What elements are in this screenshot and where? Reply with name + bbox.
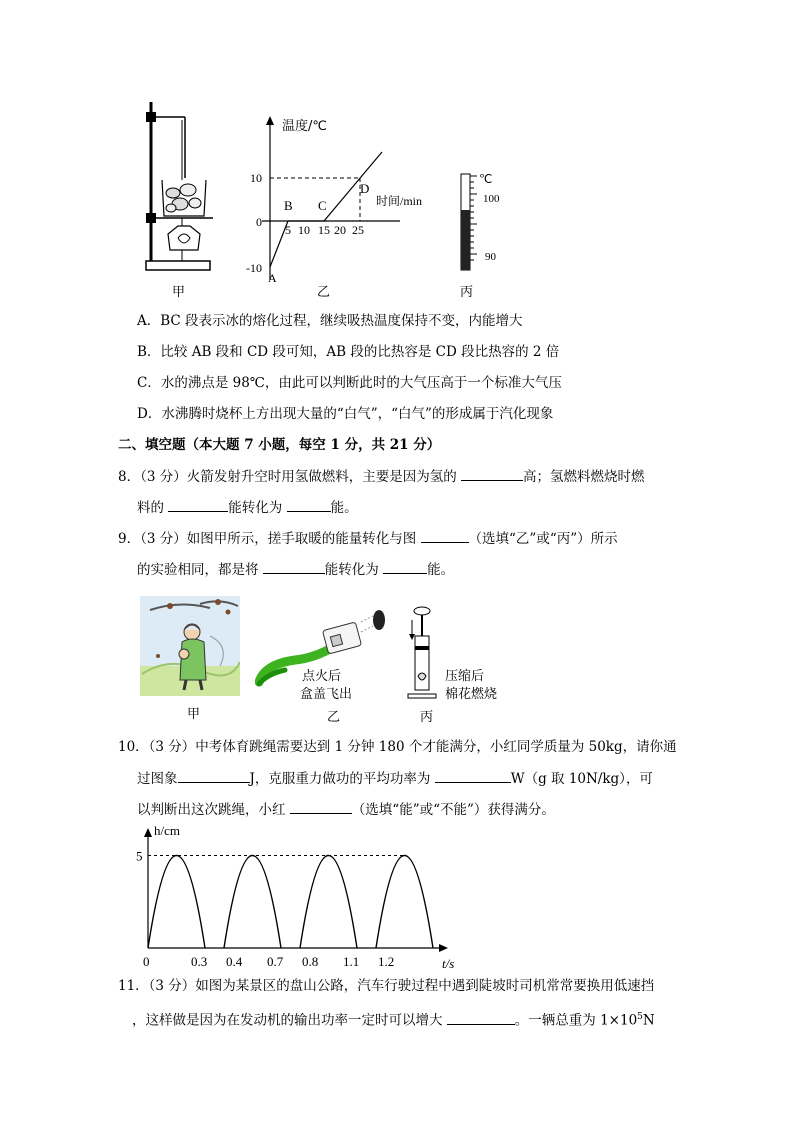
fig7-caption-bing: 丙 — [460, 285, 474, 300]
q9-caption-bing: 丙 — [420, 710, 434, 725]
chart-ylabel: h/cm — [154, 823, 180, 838]
q8-blank-1[interactable] — [461, 466, 523, 481]
q10-text: 以判断出这次跳绳，小红 — [137, 802, 286, 818]
q8-text: 能转化为 — [228, 500, 283, 516]
chart-x-tick: 1.1 — [343, 954, 360, 969]
q9-line2 — [137, 559, 454, 580]
q10-text: （选填“能”或“不能”）获得满分。 — [351, 802, 555, 818]
thermo-unit: ℃ — [479, 172, 493, 186]
temperature-time-graph — [240, 110, 440, 285]
graph-yneg10: -10 — [246, 261, 262, 275]
iron-stand-beaker-diagram — [138, 98, 218, 278]
fig7-caption-yi: 乙 — [317, 285, 331, 300]
chart-x-tick: 0.3 — [191, 954, 208, 969]
graph-y10: 10 — [250, 171, 262, 185]
q10-blank-1[interactable] — [178, 768, 250, 783]
q8-text: 料的 — [137, 500, 164, 516]
q9-text: 9．（3 分）如图甲所示，搓手取暖的能量转化与图 — [118, 531, 417, 547]
graph-ylabel: 温度/℃ — [282, 119, 327, 134]
q7-option-b: B．比较 AB 段和 CD 段可知，AB 段的比热容是 CD 段比热容的 2 倍 — [137, 344, 560, 360]
thermo-100: 100 — [483, 193, 500, 205]
chart-arch — [148, 856, 205, 949]
q7-option-c: C．水的沸点是 98℃，由此可以判断此时的大气压高于一个标准大气压 — [137, 375, 562, 391]
q10-blank-2[interactable] — [435, 768, 511, 783]
q11-text: ，这样做是因为在发动机的输出功率一定时可以增大 — [132, 1012, 443, 1029]
graph-xtick: 5 — [285, 223, 291, 237]
q9-caption-jia: 甲 — [187, 707, 201, 722]
chart-arch — [224, 856, 281, 949]
q9-text: 能转化为 — [324, 562, 379, 578]
section-heading: 二、填空题（本大题 7 小题，每空 1 分，共 21 分） — [118, 437, 441, 453]
q9-blank-1[interactable] — [421, 528, 469, 543]
q9-blank-3[interactable] — [383, 559, 427, 574]
q10-chart — [130, 820, 470, 975]
q9-fig-bing-illustration — [404, 606, 440, 704]
q10-line1: 10．（3 分）中考体育跳绳需要达到 1 分钟 180 个才能满分，小红同学质量为 50kg，请你通 — [118, 739, 677, 755]
person-rubbing-hands-illustration — [140, 596, 240, 696]
graph-xtick: 15 — [318, 223, 330, 237]
q10-text: J，克服重力做功的平均功率为 — [249, 771, 431, 787]
q11-text: 。一辆总重为 1×10 — [514, 1012, 638, 1029]
graph-point-d: D — [360, 181, 370, 196]
q7-option-d: D．水沸腾时烧杯上方出现大量的“白气”，“白气”的形成属于汽化现象 — [137, 406, 554, 422]
q10-line2 — [137, 768, 653, 789]
chart-arch — [300, 856, 357, 949]
chart-x-tick: 1.2 — [378, 954, 395, 969]
q8-line2 — [137, 497, 358, 518]
q9-line1 — [118, 528, 618, 549]
graph-xtick: 25 — [352, 223, 364, 237]
fig7-jia-apparatus — [138, 98, 218, 278]
q8-text: 高；氢燃料燃烧时燃 — [523, 469, 645, 485]
q8-line1 — [118, 466, 645, 487]
q9-text: 能。 — [427, 562, 455, 578]
q9-yi-text-1: 点火后 — [302, 669, 342, 684]
thermo-90: 90 — [485, 251, 496, 263]
graph-xtick: 20 — [334, 223, 346, 237]
q8-text: 能。 — [330, 500, 358, 516]
q8-blank-2[interactable] — [168, 497, 228, 512]
chart-y-tick: 5 — [136, 848, 143, 864]
chart-arch — [376, 856, 433, 949]
q11-superscript: 5 — [637, 1012, 643, 1022]
q9-bing-text-2: 棉花燃烧 — [445, 687, 498, 702]
graph-xlabel: 时间/min — [376, 194, 423, 208]
height-time-chart — [130, 820, 470, 975]
compression-cylinder-diagram — [404, 606, 440, 704]
q9-yi-text-2: 盒盖飞出 — [300, 687, 353, 702]
q11-line1: 11．（3 分）如图为某景区的盘山公路，汽车行驶过程中遇到陡坡时司机常常要换用低速挡 — [118, 978, 655, 994]
graph-y0: 0 — [256, 215, 262, 229]
q10-text: W（g 取 10N/kg），可 — [510, 771, 653, 787]
fig7-temperature-graph — [240, 110, 440, 285]
q9-bing-text-1: 压缩后 — [445, 669, 485, 684]
thermometer-diagram — [455, 168, 515, 273]
chart-x-tick: 0.4 — [226, 954, 243, 969]
chart-origin: 0 — [143, 954, 150, 969]
q9-text: （选填“乙”或“丙”）所示 — [468, 531, 618, 547]
q8-text: 8．（3 分）火箭发射升空时用氢做燃料，主要是因为氢的 — [118, 469, 457, 485]
q10-blank-3[interactable] — [290, 799, 352, 814]
q9-text: 的实验相同，都是将 — [137, 562, 259, 578]
q11-line2 — [132, 1007, 655, 1031]
chart-xlabel: t/s — [442, 956, 455, 971]
chart-x-tick: 0.8 — [302, 954, 319, 969]
q11-blank-1[interactable] — [447, 1010, 515, 1025]
q9-blank-2[interactable] — [263, 559, 325, 574]
q9-fig-jia-illustration — [140, 596, 240, 696]
q7-option-a: A．BC 段表示冰的熔化过程，继续吸热温度保持不变，内能增大 — [137, 313, 523, 329]
q9-caption-yi: 乙 — [327, 710, 341, 725]
graph-point-a: A — [268, 271, 277, 285]
graph-point-c: C — [318, 198, 327, 213]
q11-text: N — [642, 1012, 655, 1029]
q10-line3 — [137, 799, 555, 820]
fig7-caption-jia: 甲 — [172, 285, 186, 300]
q10-text: 过图象 — [137, 771, 178, 787]
chart-x-tick: 0.7 — [267, 954, 284, 969]
fig7-thermometer — [455, 168, 515, 273]
q8-blank-3[interactable] — [287, 497, 331, 512]
graph-point-b: B — [284, 198, 293, 213]
graph-xtick: 10 — [298, 223, 310, 237]
